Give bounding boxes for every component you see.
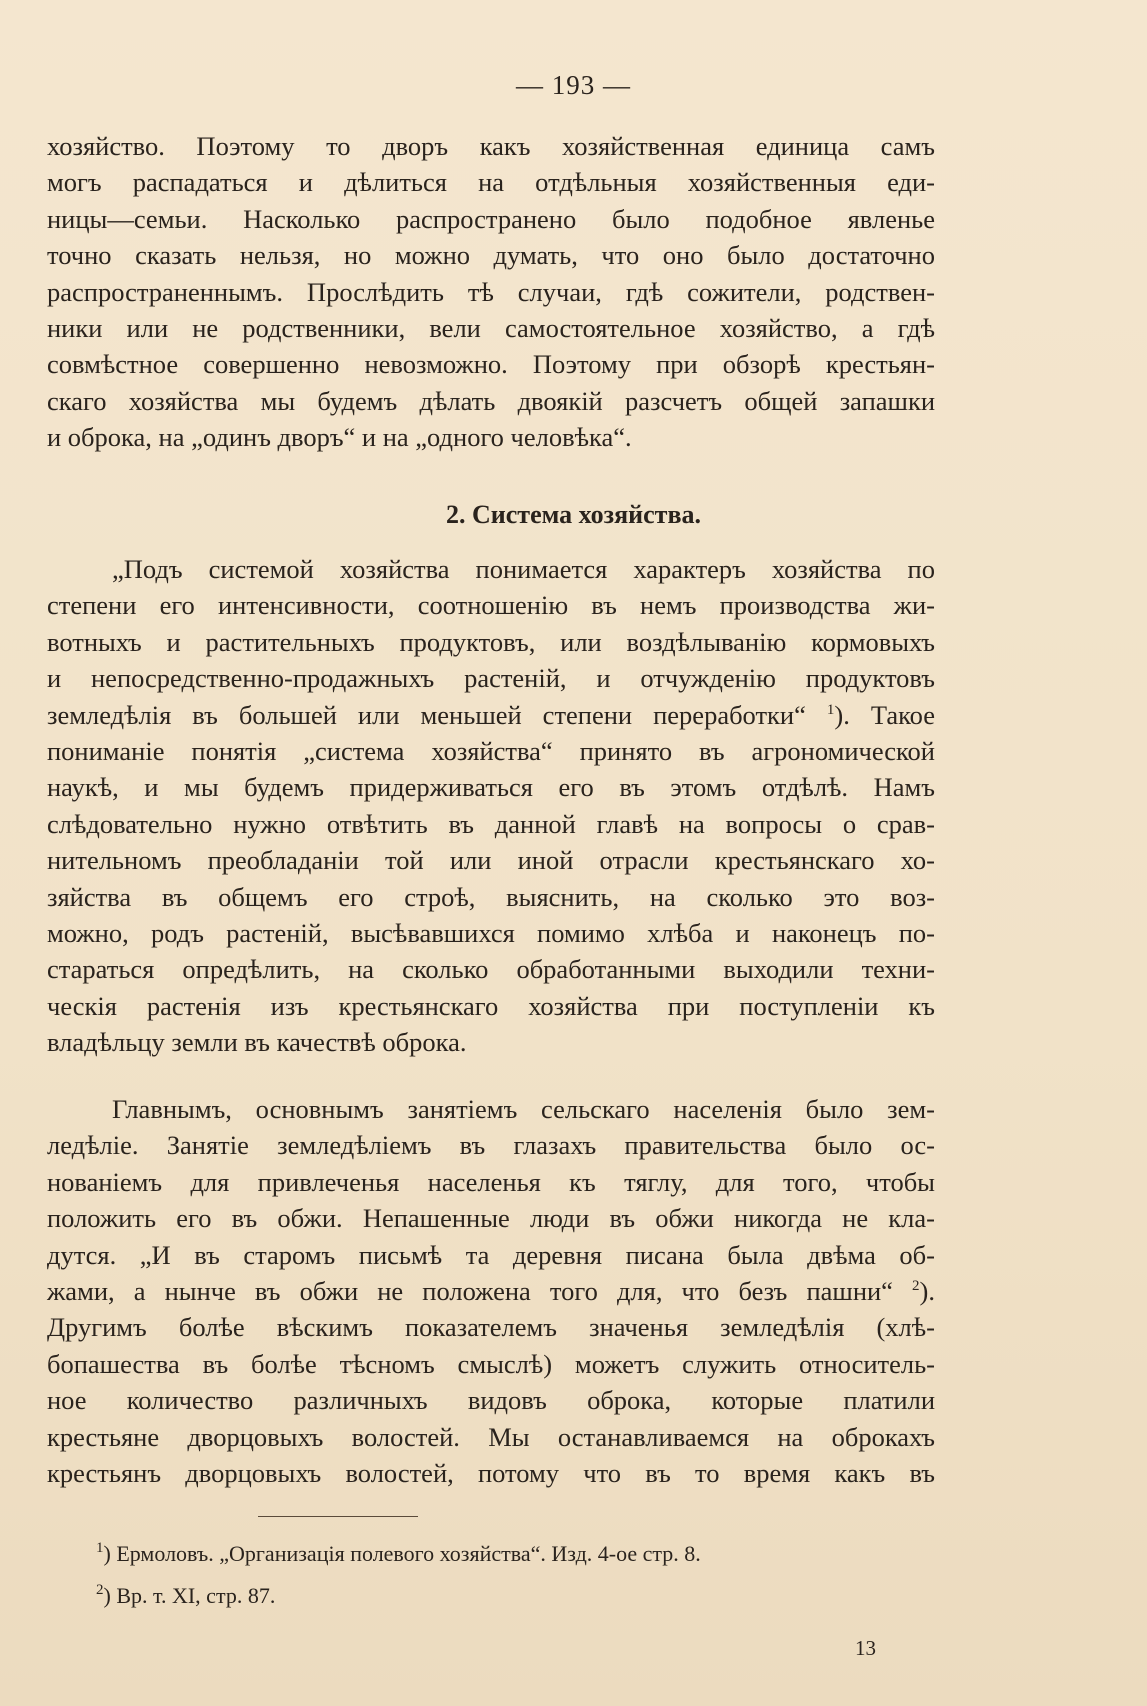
text-line: нительномъ преобладаніи той или иной отрасли крестьянскаго хо- — [47, 845, 935, 876]
text-line: крестьянъ дворцовыхъ волостей, потому что въ то время какъ въ — [47, 1458, 935, 1489]
text-line: зяйства въ общемъ его строѣ, выяснить, на сколько это воз- — [47, 881, 935, 912]
text-line: „Подъ системой хозяйства понимается характеръ хозяйства по — [112, 554, 935, 584]
text-line: и оброка, на „одинъ дворъ“ и на „одного человѣка“. — [47, 422, 632, 453]
signature-mark: 13 — [855, 1636, 876, 1660]
text-line: ницы—семьи. Насколько распространено было подобное явленье — [47, 203, 935, 234]
text-line: можно, родъ растеній, высѣвавшихся помимо хлѣба и наконецъ по- — [47, 918, 935, 949]
text-line: ческія растенія изъ крестьянскаго хозяйства при поступленіи къ — [47, 990, 935, 1021]
text-line: ники или не родственники, вели самостоятельное хозяйство, а гдѣ — [47, 313, 935, 344]
text-fragment: ). Такое — [834, 699, 936, 730]
text-line: владѣльцу земли въ качествѣ оброка. — [47, 1027, 467, 1058]
text-line: пониманіе понятія „система хозяйства“ принято въ агрономической — [47, 736, 935, 767]
paragraph-agriculture — [47, 1091, 935, 1491]
footnote-text: ) Ермоловъ. „Организація полевого хозяйства“. Изд. 4-ое стр. 8. — [103, 1541, 701, 1566]
text-line: скаго хозяйства мы будемъ дѣлать двоякій разсчетъ общей запашки — [47, 385, 935, 416]
footnote-2 — [96, 1572, 916, 1614]
text-line: степени его интенсивности, соотношенію въ немъ производства жи- — [47, 590, 935, 621]
text-line: крестьяне дворцовыхъ волостей. Мы останавливаемся на оброкахъ — [47, 1421, 935, 1452]
text-fragment: жами, а нынче въ обжи не положена того для, что безъ пашни“ — [47, 1276, 893, 1307]
footnote-divider — [258, 1516, 418, 1517]
text-fragment: ). — [919, 1276, 935, 1307]
footnote-1 — [96, 1530, 916, 1572]
text-line: ледѣліе. Занятіе земледѣліемъ въ глазахъ правительства было ос- — [47, 1130, 935, 1161]
footnote-text: ) Вр. т. XI, стр. 87. — [103, 1583, 276, 1608]
text-line: слѣдовательно нужно отвѣтить въ данной главѣ на вопросы о срав- — [47, 808, 935, 839]
paragraph-farming-system — [47, 551, 935, 1061]
text-line: дутся. „И въ старомъ письмѣ та деревня писана была двѣма об- — [47, 1239, 935, 1270]
section-heading: 2. Система хозяйства. — [446, 500, 701, 529]
footnote-mark: 2 — [96, 1582, 104, 1598]
page-number: — 193 — — [516, 70, 631, 100]
footnote-ref: 2 — [912, 1278, 920, 1295]
text-line: Главнымъ, основнымъ занятіемъ сельскаго населенія было зем- — [112, 1094, 935, 1124]
text-line: хозяйство. Поэтому то дворъ какъ хозяйственная единица самъ — [47, 131, 935, 161]
footnote-mark: 1 — [96, 1540, 104, 1556]
text-line: наукѣ, и мы будемъ придерживаться его въ этомъ отдѣлѣ. Намъ — [47, 772, 935, 803]
text-line-with-note — [47, 697, 935, 733]
text-line: вотныхъ и растительныхъ продуктовъ, или воздѣлыванію кормовыхъ — [47, 626, 935, 657]
text-line: точно сказать нельзя, но можно думать, что оно было достаточно — [47, 240, 935, 271]
text-line: нованіемъ для привлеченья населенья къ тяглу, для того, чтобы — [47, 1166, 935, 1197]
text-line: стараться опредѣлить, на сколько обработанными выходили техни- — [47, 954, 935, 985]
text-line: распространеннымъ. Прослѣдить тѣ случаи, гдѣ сожители, родствен- — [47, 276, 935, 307]
text-line: и непосредственно-продажныхъ растеній, и отчужденію продуктовъ — [47, 663, 935, 694]
text-line: Другимъ болѣе вѣскимъ показателемъ значенья земледѣлія (хлѣ- — [47, 1312, 935, 1343]
text-line: совмѣстное совершенно невозможно. Поэтому при обзорѣ крестьян- — [47, 349, 935, 380]
text-line: бопашества въ болѣе тѣсномъ смыслѣ) можетъ служить относитель- — [47, 1348, 935, 1379]
text-fragment: земледѣлія въ большей или меньшей степени переработки“ — [47, 699, 806, 730]
footnotes — [96, 1530, 916, 1614]
text-line: могъ распадаться и дѣлиться на отдѣльныя хозяйственныя еди- — [47, 167, 935, 198]
paragraph-household-division — [47, 128, 935, 456]
text-line-with-note — [47, 1273, 935, 1309]
text-line: ное количество различныхъ видовъ оброка, которые платили — [47, 1385, 935, 1416]
text-line: положить его въ обжи. Непашенные люди въ обжи никогда не кла- — [47, 1203, 935, 1234]
footnote-ref: 1 — [826, 701, 835, 718]
